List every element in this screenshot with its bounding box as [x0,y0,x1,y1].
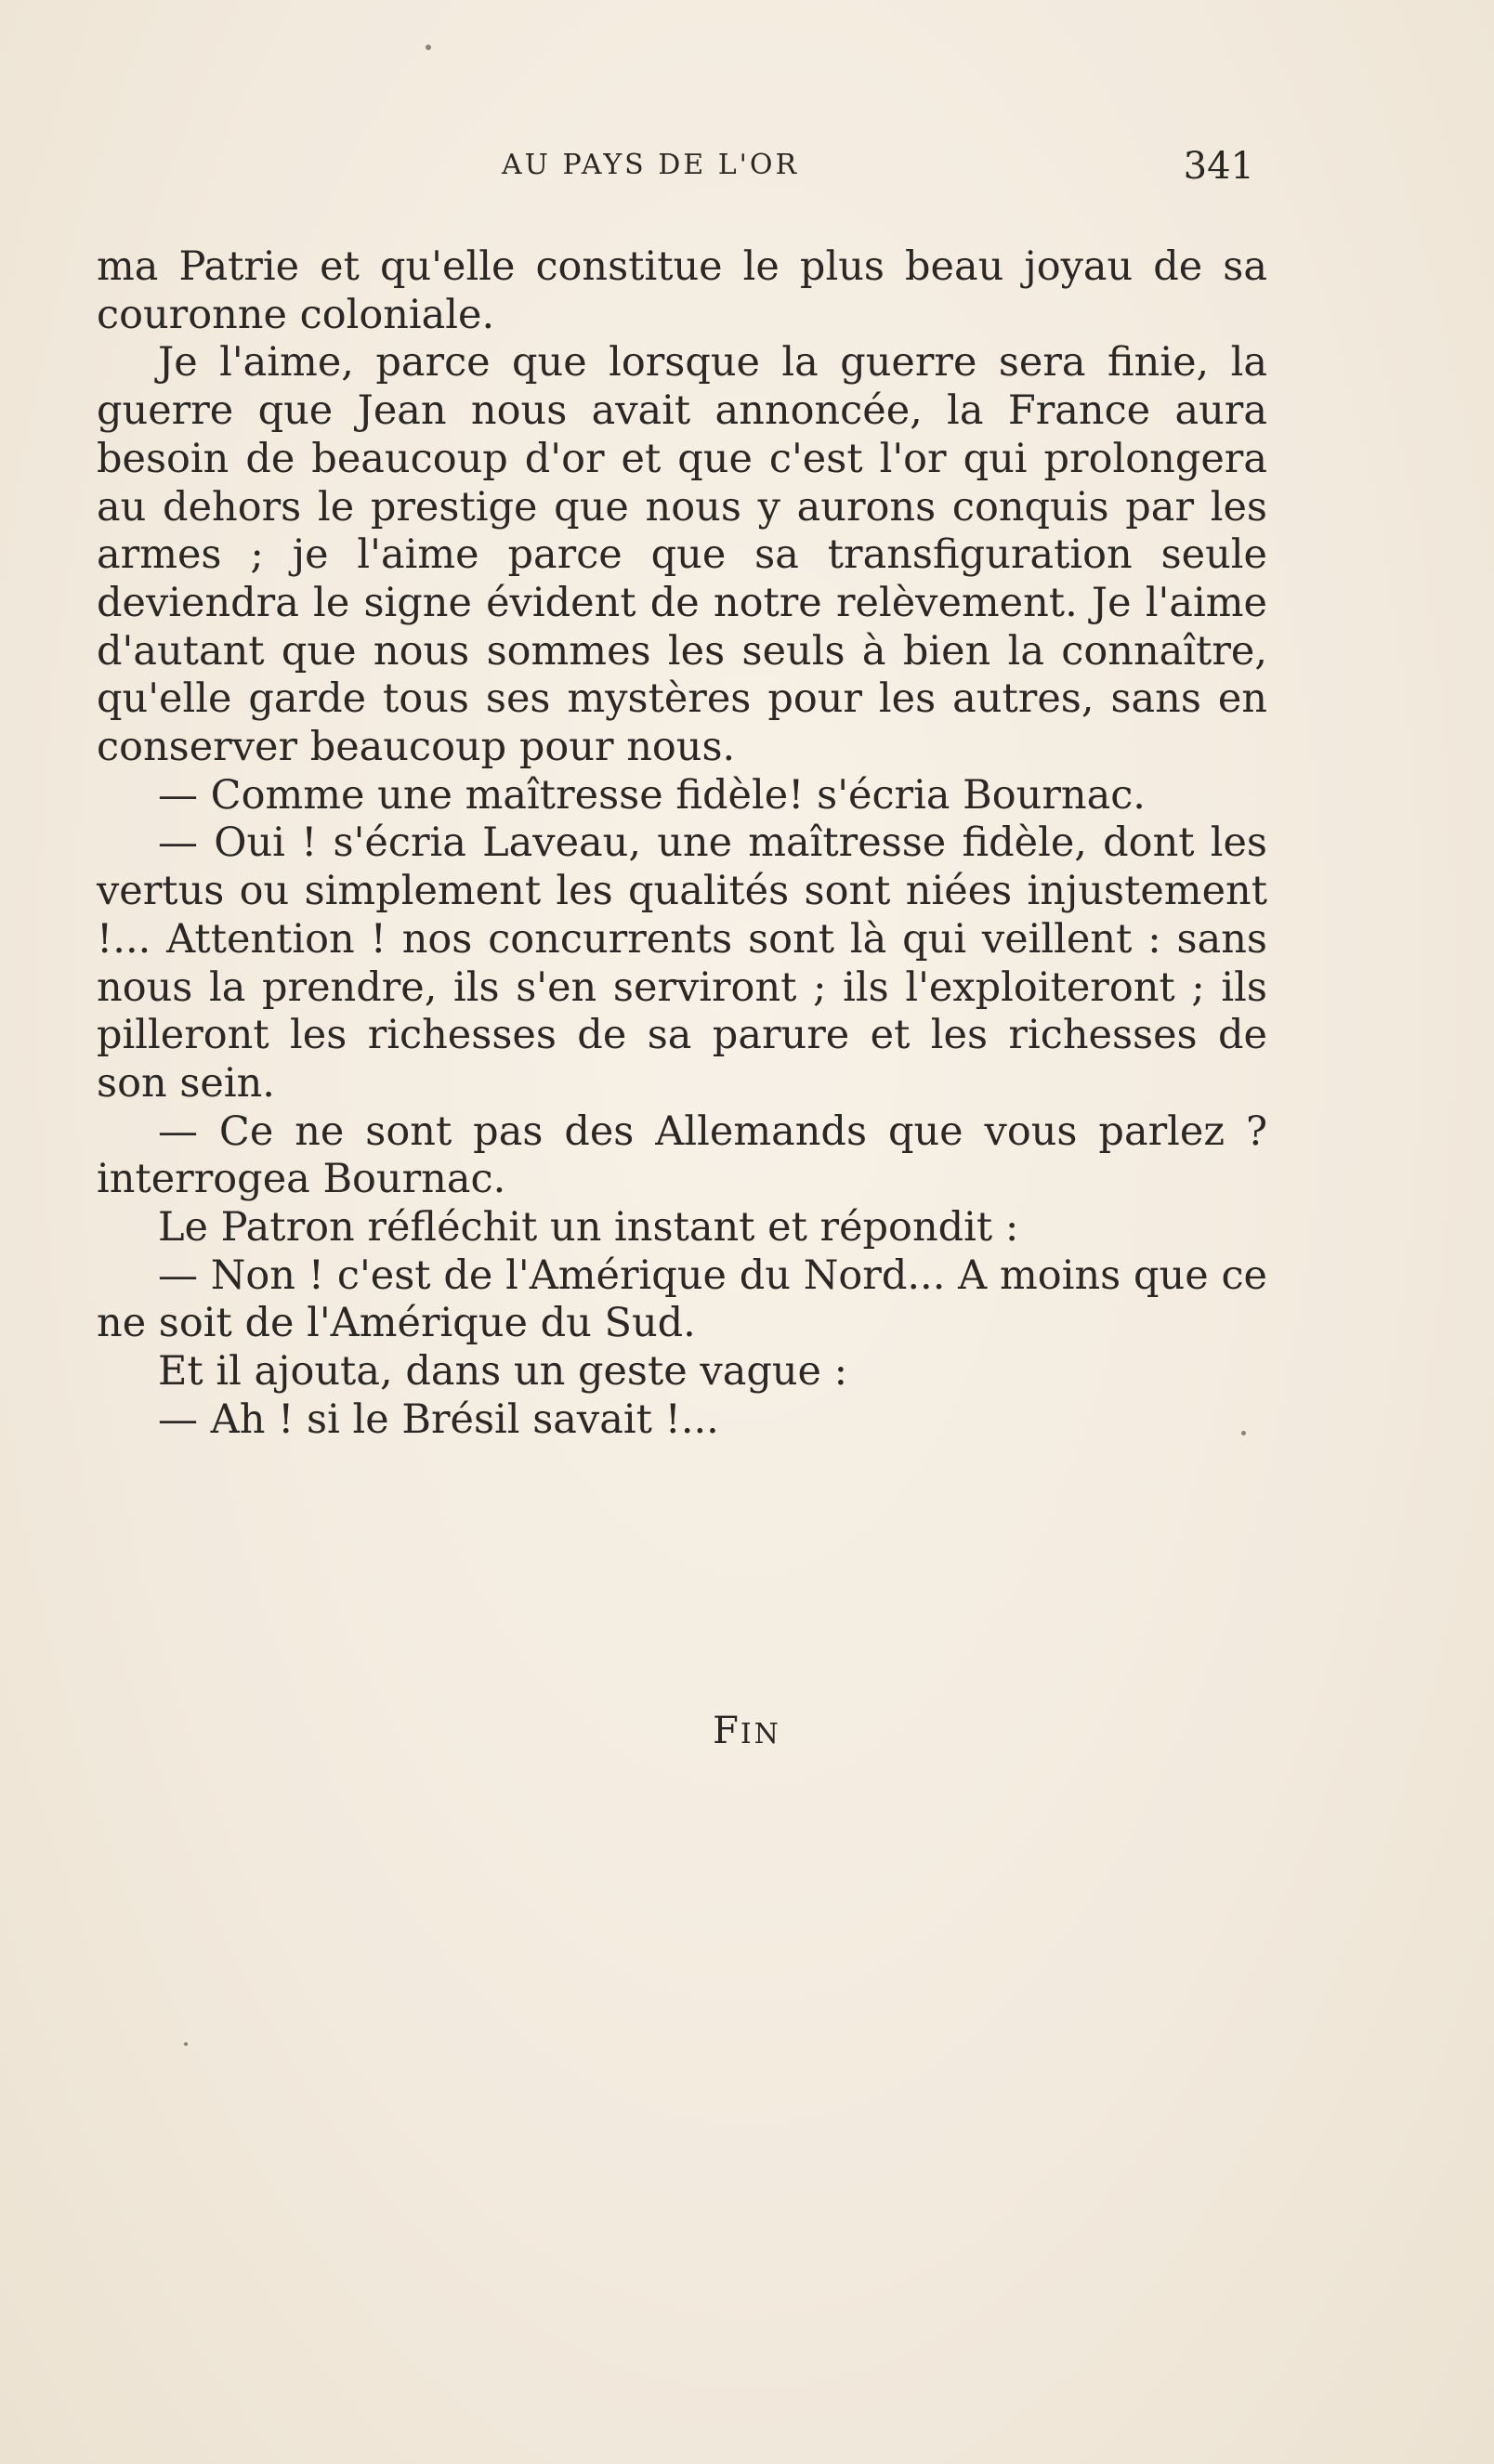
end-mark-rest: IN [740,1718,781,1750]
paragraph: Le Patron réfléchit un instant et répondit : [158,1204,1019,1252]
paragraph: Je l'aime, parce que lorsque la guerre sera finie, la guerre que Jean nous avait annoncée, la France aura besoin de beaucoup d'or et que c'est l'or qui prolongera au dehors le prestige que nous y aurons conquis par les armes ; je l'aime parce que sa transfiguration seule deviendra le signe évident de notre relèvement. Je l'aime d'autant que nous sommes les seuls à bien la connaître, qu'elle garde tous ses mystères pour les autres, sans en conserver beaucoup pour nous. [97,339,1267,771]
end-mark [0,1710,1494,1752]
paper-speck [184,2042,188,2046]
dialog-line: — Oui ! s'écria Laveau, une maîtresse fidèle, dont les vertus ou simplement les qualités sont niées injustement !... Attention ! nos concurrents sont là qui veillent : sans nous la prendre, ils s'en serviront ; ils l'exploiteront ; ils pilleront les richesses de sa parure et les richesses de son sein. [97,819,1267,1107]
dialog-line: — Ah ! si le Brésil savait !... [158,1396,719,1443]
running-title: AU PAYS DE L'OR [502,149,800,181]
dialog-line: — Ce ne sont pas des Allemands que vous parlez ? interrogea Bournac. [97,1107,1267,1203]
paragraph-continuation: ma Patrie et qu'elle constitue le plus beau joyau de sa couronne coloniale. [97,243,1267,338]
paper-speck [1241,1431,1246,1435]
paper-speck [426,45,431,50]
body-text [97,243,1267,1445]
running-header [102,145,1254,197]
dialog-line: — Non ! c'est de l'Amérique du Nord... A moins que ce ne soit de l'Amérique du Sud. [97,1252,1267,1347]
dialog-line: — Comme une maîtresse fidèle! s'écria Bournac. [158,771,1146,819]
end-mark-initial: F [713,1710,740,1752]
page-number: 341 [1183,145,1254,188]
paragraph: Et il ajouta, dans un geste vague : [158,1348,848,1396]
